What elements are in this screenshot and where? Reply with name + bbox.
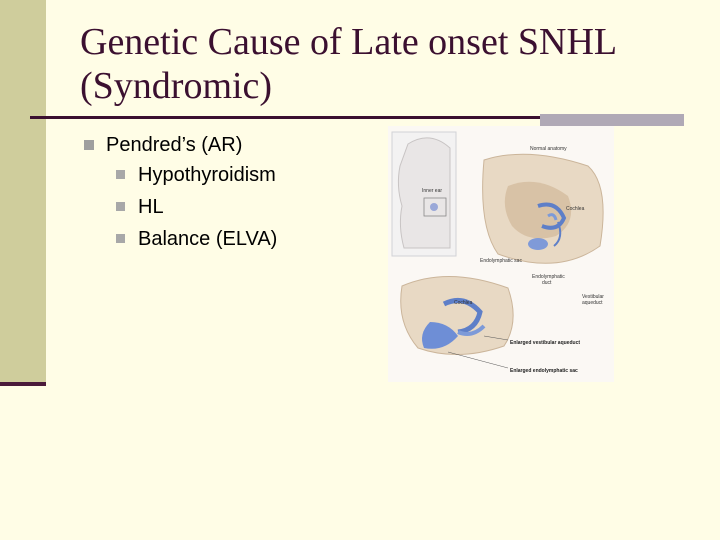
- label-endolymphatic-sac: Endolymphatic sac: [480, 258, 522, 264]
- label-vestibular-aqueduct-2: aqueduct: [582, 300, 603, 306]
- sub-bullet-text: HL: [138, 196, 164, 218]
- label-cochlea: Cochlea: [566, 206, 585, 212]
- head-inset: [392, 132, 456, 256]
- sub-bullet-text: Balance (ELVA): [138, 228, 278, 250]
- left-accent-bar: [0, 0, 46, 384]
- sub-bullet-text: Hypothyroidism: [138, 164, 276, 186]
- label-endolymphatic-duct-1: Endolymphatic: [532, 274, 565, 280]
- label-enlarged-endolymphatic-sac: Enlarged endolymphatic sac: [510, 368, 578, 374]
- sub-bullet-square-icon: [116, 202, 125, 211]
- title-line-2: (Syndromic): [80, 65, 273, 107]
- sub-bullet-square-icon: [116, 234, 125, 243]
- inner-ear-anatomy-figure: [388, 126, 614, 382]
- label-enlarged-vestibular-aqueduct: Enlarged vestibular aqueduct: [510, 340, 581, 346]
- title-line-1: Genetic Cause of Late onset SNHL: [80, 21, 618, 63]
- bullet-list: [84, 132, 277, 258]
- label-vestibular-aqueduct-1: Vestibular: [582, 294, 604, 300]
- bullet-text: Pendred’s (AR): [106, 134, 243, 156]
- title-underline: [30, 116, 550, 119]
- title-underline-shadow: [540, 114, 684, 126]
- label-endolymphatic-duct-2: duct: [542, 280, 552, 286]
- left-accent-bar-edge: [0, 382, 46, 386]
- sub-bullet-item: [84, 226, 277, 258]
- sub-bullet-item: [84, 194, 277, 226]
- bullet-item: [84, 132, 277, 162]
- label-inner-ear: Inner ear: [422, 188, 443, 194]
- label-cochlea-2: Cochlea: [454, 300, 473, 306]
- bullet-square-icon: [84, 140, 94, 150]
- label-normal-anatomy: Normal anatomy: [530, 146, 567, 152]
- slide-title: [80, 20, 700, 108]
- sub-bullet-square-icon: [116, 170, 125, 179]
- sub-bullet-item: [84, 162, 277, 194]
